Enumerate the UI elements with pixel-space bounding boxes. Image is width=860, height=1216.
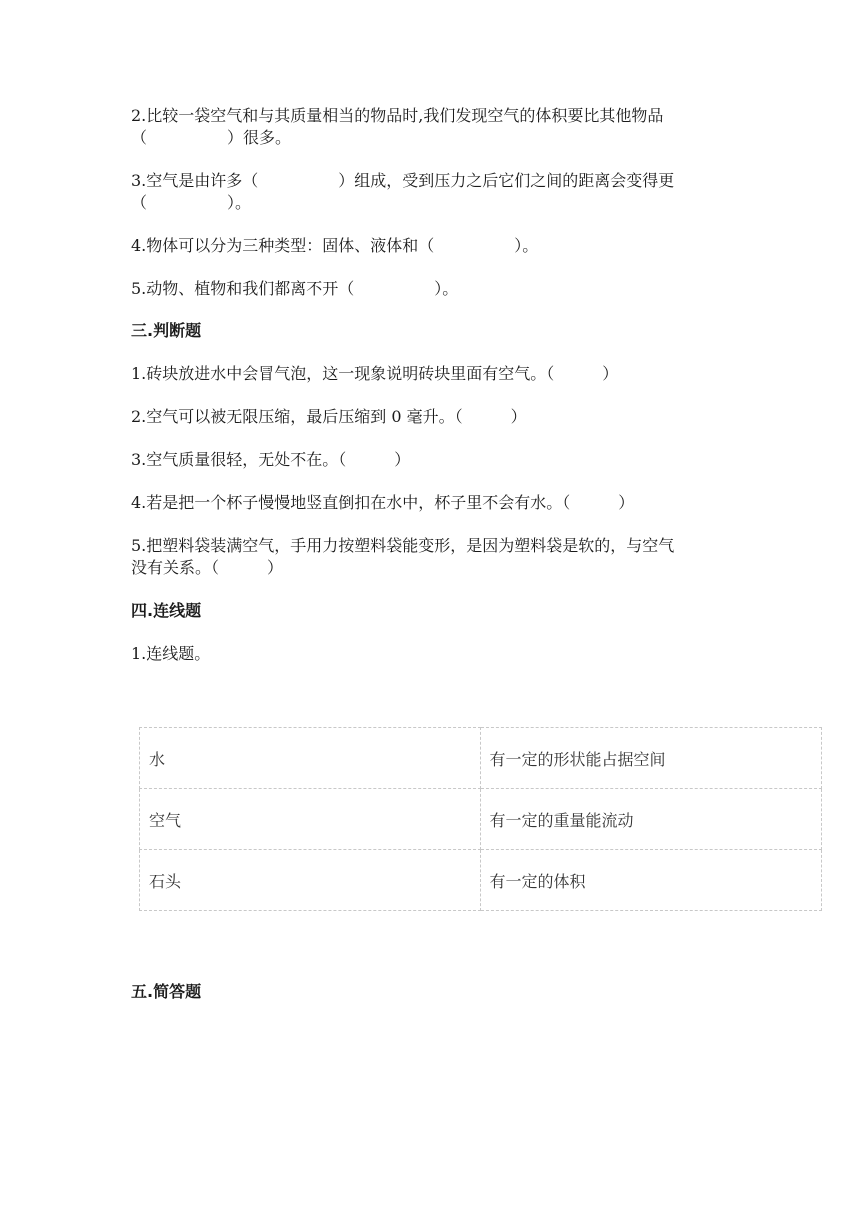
- matching-question: 1.连线题。: [131, 644, 211, 663]
- judgment-heading: 三.判断题: [131, 321, 202, 340]
- table-row: [140, 789, 822, 850]
- fill-q3-line1: 3.空气是由许多（ ）组成，受到压力之后它们之间的距离会变得更: [131, 171, 675, 190]
- matching-heading: 四.连线题: [131, 601, 202, 620]
- match-right-item: 有一定的重量能流动: [480, 789, 822, 850]
- judge-q5-line2: 没有关系。（ ）: [131, 558, 284, 577]
- judge-q2: 2.空气可以被无限压缩，最后压缩到 0 毫升。（ ）: [131, 407, 527, 426]
- match-left-item: 空气: [140, 789, 481, 850]
- match-right-item: 有一定的体积: [480, 850, 822, 911]
- short-answer-heading: 五.简答题: [131, 982, 202, 1001]
- fill-q2-line1: 2.比较一袋空气和与其质量相当的物品时,我们发现空气的体积要比其他物品: [131, 106, 664, 125]
- fill-q5: 5.动物、植物和我们都离不开（ ）。: [131, 279, 459, 298]
- judge-q5-line1: 5.把塑料袋装满空气，手用力按塑料袋能变形，是因为塑料袋是软的，与空气: [131, 536, 675, 555]
- fill-q4: 4.物体可以分为三种类型：固体、液体和（ ）。: [131, 236, 539, 255]
- table-row: [140, 850, 822, 911]
- judge-q3: 3.空气质量很轻，无处不在。（ ）: [131, 450, 411, 469]
- match-left-item: 石头: [140, 850, 481, 911]
- judge-q4: 4.若是把一个杯子慢慢地竖直倒扣在水中，杯子里不会有水。（ ）: [131, 493, 635, 512]
- fill-q3-line2: （ ）。: [131, 193, 252, 212]
- match-left-item: 水: [140, 728, 481, 789]
- fill-q2-line2: （ ）很多。: [131, 128, 292, 147]
- match-right-item: 有一定的形状能占据空间: [480, 728, 822, 789]
- table-row: [140, 728, 822, 789]
- matching-table: [139, 727, 822, 911]
- judge-q1: 1.砖块放进水中会冒气泡，这一现象说明砖块里面有空气。（ ）: [131, 364, 619, 383]
